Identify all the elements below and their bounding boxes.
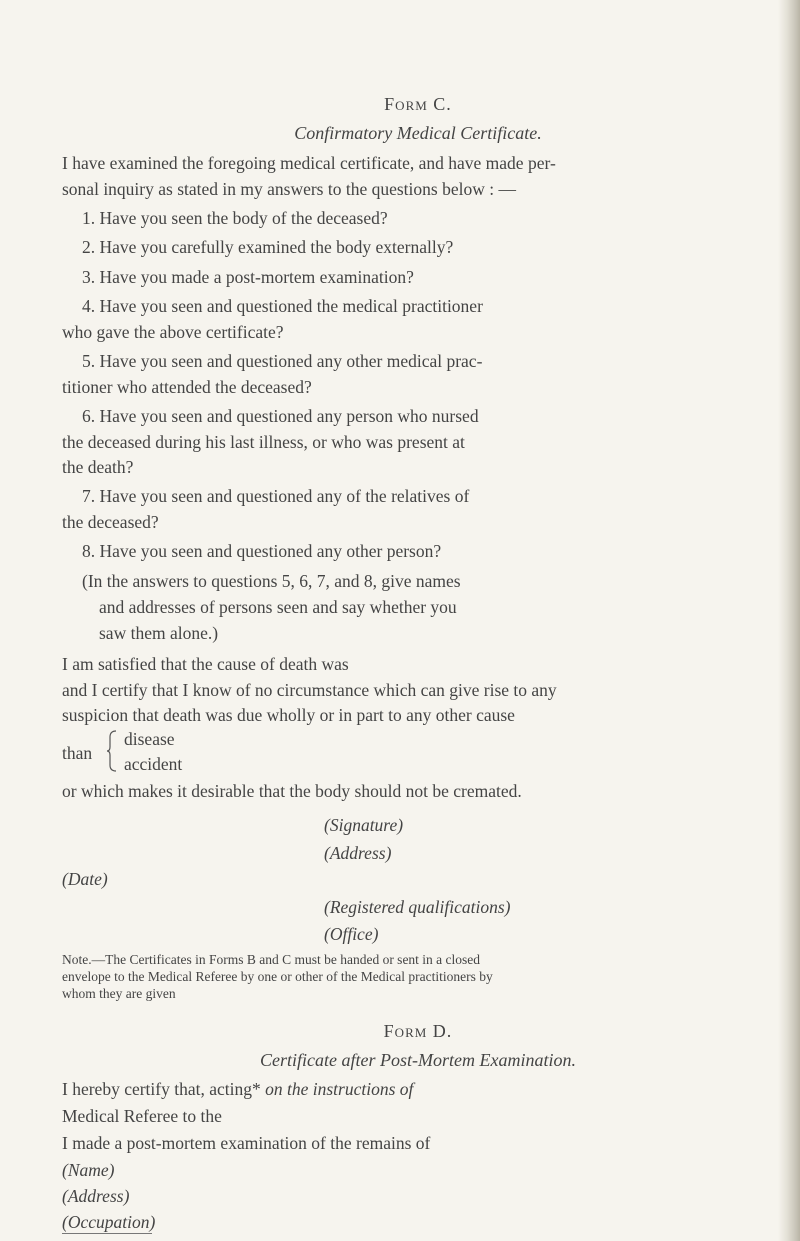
footnote-rule [62,1233,152,1234]
note-line-1: Note.—The Certificates in Forms B and C must be handed or sent in a closed [62,952,481,967]
question-5-line-1: 5. Have you seen and questioned any other medical prac- [82,351,483,371]
statement-line-2: and I certify that I know of no circumstance which can give rise to any [62,680,557,700]
instruction-line-3: saw them alone.) [99,623,219,643]
page-edge-shadow [778,0,800,1241]
date-label: (Date) [62,869,108,889]
statement-line-1: I am satisfied that the cause of death was [62,654,349,674]
form-d-line-2: Medical Referee to the [62,1106,222,1126]
question-3: 3. Have you made a post-mortem examination? [82,267,414,287]
disease-word: disease [124,729,175,749]
question-6-line-3: the death? [62,457,134,477]
occupation-label: (Occupation) [62,1212,156,1232]
note-line-3: whom they are given [62,986,176,1001]
question-6-line-2: the deceased during his last illness, or who was present at [62,432,465,452]
question-4-line-1: 4. Have you seen and questioned the medical practitioner [82,296,483,316]
question-1: 1. Have you seen the body of the deceased? [82,208,388,228]
signature-label: (Signature) [324,815,404,835]
accident-word: accident [124,754,183,774]
instruction-line-2: and addresses of persons seen and say whether you [99,597,457,617]
form-d-line-1-italic: on the instructions of [265,1079,414,1099]
name-label: (Name) [62,1160,115,1180]
question-7-line-1: 7. Have you seen and questioned any of the relatives of [82,486,470,506]
question-7-line-2: the deceased? [62,512,159,532]
statement-line-3: suspicion that death was due wholly or in part to any other cause [62,705,515,725]
curly-brace [106,729,118,773]
form-d-subtitle: Certificate after Post-Mortem Examination. [260,1050,576,1070]
office-label: (Office) [324,924,379,944]
statement-line-4: or which makes it desirable that the body should not be cremated. [62,781,522,801]
question-6-line-1: 6. Have you seen and questioned any person who nursed [82,406,479,426]
address-label: (Address) [324,843,392,863]
form-d-address-label: (Address) [62,1186,130,1206]
form-d-line-3: I made a post-mortem examination of the remains of [62,1133,431,1153]
form-d-line-1 [62,1079,413,1100]
qualifications-label: (Registered qualifications) [324,897,511,917]
question-2: 2. Have you carefully examined the body externally? [82,237,454,257]
form-d-line-1-text: I hereby certify that, acting* [62,1079,261,1099]
question-5-line-2: titioner who attended the deceased? [62,377,312,397]
form-c-subtitle: Confirmatory Medical Certificate. [294,123,542,143]
question-4-line-2: who gave the above certificate? [62,322,284,342]
instruction-line-1: (In the answers to questions 5, 6, 7, and 8, give names [82,571,461,591]
form-c-intro-line-1: I have examined the foregoing medical certificate, and have made per- [62,153,556,173]
question-8: 8. Have you seen and questioned any other person? [82,541,442,561]
form-d-title: Form D. [383,1021,453,1041]
note-line-2: envelope to the Medical Referee by one or other of the Medical practitioners by [62,969,493,984]
form-c-title: Form C. [384,94,452,114]
form-c-intro-line-2: sonal inquiry as stated in my answers to the questions below : — [62,179,516,199]
than-word: than [62,743,93,763]
